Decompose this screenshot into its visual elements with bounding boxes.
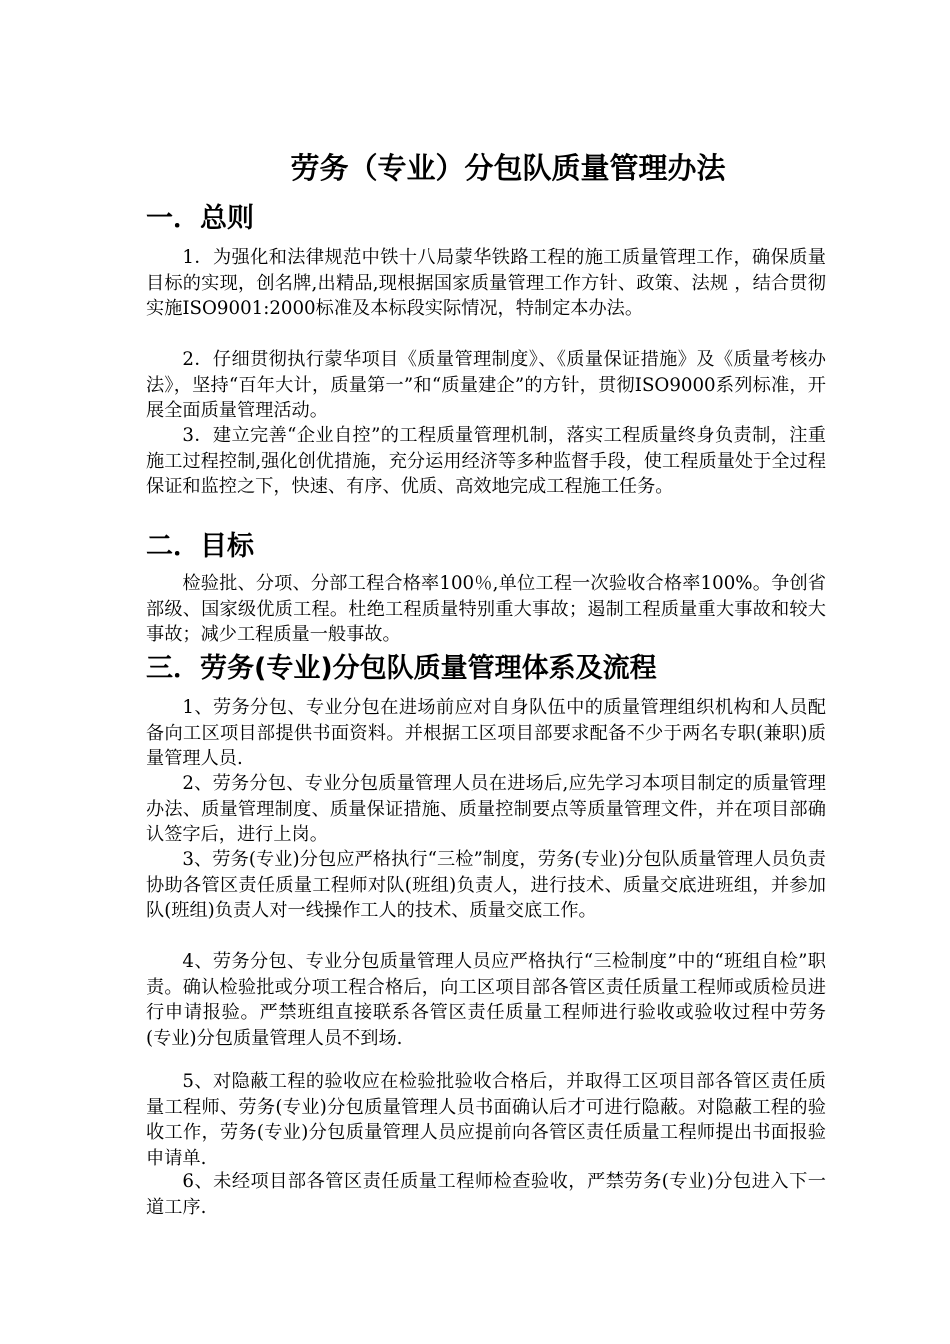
paragraph-system-5: 5、对隐蔽工程的验收应在检验批验收合格后，并取得工区项目部各管区责任质量工程师、劳务(专业)分包质量管理人员书面确认后才可进行隐蔽。对隐蔽工程的验收工作，劳务(专业)分包质量管理人员应提前向各管区责任质量工程师提出书面报验申请单. <box>146 1071 826 1169</box>
section-heading-general: 一．总则 <box>146 203 254 234</box>
paragraph-system-3: 3、劳务(专业)分包应严格执行“三检”制度，劳务(专业)分包队质量管理人员负责协助各管区责任质量工程师对队(班组)负责人，进行技术、质量交底进班组，并参加队(班组)负责人对一线操作工人的技术、质量交底工作。 <box>146 849 826 921</box>
paragraph-system-2: 2、劳务分包、专业分包质量管理人员在进场后,应先学习本项目制定的质量管理办法、质量管理制度、质量保证措施、质量控制要点等质量管理文件，并在项目部确认签字后，进行上岗。 <box>146 773 826 845</box>
paragraph-system-6: 6、未经项目部各管区责任质量工程师检查验收，严禁劳务(专业)分包进入下一道工序. <box>146 1171 826 1218</box>
paragraph-system-1: 1、劳务分包、专业分包在进场前应对自身队伍中的质量管理组织机构和人员配备向工区项目部提供书面资料。并根据工区项目部要求配备不少于两名专职(兼职)质量管理人员. <box>146 697 826 769</box>
document-title: 劳务（专业）分包队质量管理办法 <box>290 151 726 185</box>
section-heading-system: 三．劳务(专业)分包队质量管理体系及流程 <box>146 653 657 684</box>
section-heading-target: 二．目标 <box>146 531 254 562</box>
paragraph-system-4: 4、劳务分包、专业分包质量管理人员应严格执行“三检制度”中的“班组自检”职责。确认检验批或分项工程合格后，向工区项目部各管区责任质量工程师或质检员进行申请报验。严禁班组直接联系各管区责任质量工程师进行验收或验收过程中劳务(专业)分包质量管理人员不到场. <box>146 951 826 1049</box>
paragraph-general-1: 1．为强化和法律规范中铁十八局蒙华铁路工程的施工质量管理工作，确保质量目标的实现，创名牌,出精品,现根据国家质量管理工作方针、政策、法规 ，结合贯彻实施ISO9001:2000标准及本标段实际情况，特制定本办法。 <box>146 247 826 319</box>
paragraph-general-2: 2．仔细贯彻执行蒙华项目《质量管理制度》、《质量保证措施》及《质量考核办法》，坚持“百年大计，质量第一”和“质量建企”的方针，贯彻ISO9000系列标准，开展全面质量管理活动。 <box>146 349 826 421</box>
paragraph-target-1: 检验批、分项、分部工程合格率100％,单位工程一次验收合格率100%。争创省部级、国家级优质工程。杜绝工程质量特别重大事故；遏制工程质量重大事故和较大事故；减少工程质量一般事故。 <box>146 573 826 645</box>
paragraph-general-3: 3．建立完善“企业自控”的工程质量管理机制，落实工程质量终身负责制，注重施工过程控制,强化创优措施，充分运用经济等多种监督手段，使工程质量处于全过程保证和监控之下，快速、有序、优质、高效地完成工程施工任务。 <box>146 425 826 497</box>
